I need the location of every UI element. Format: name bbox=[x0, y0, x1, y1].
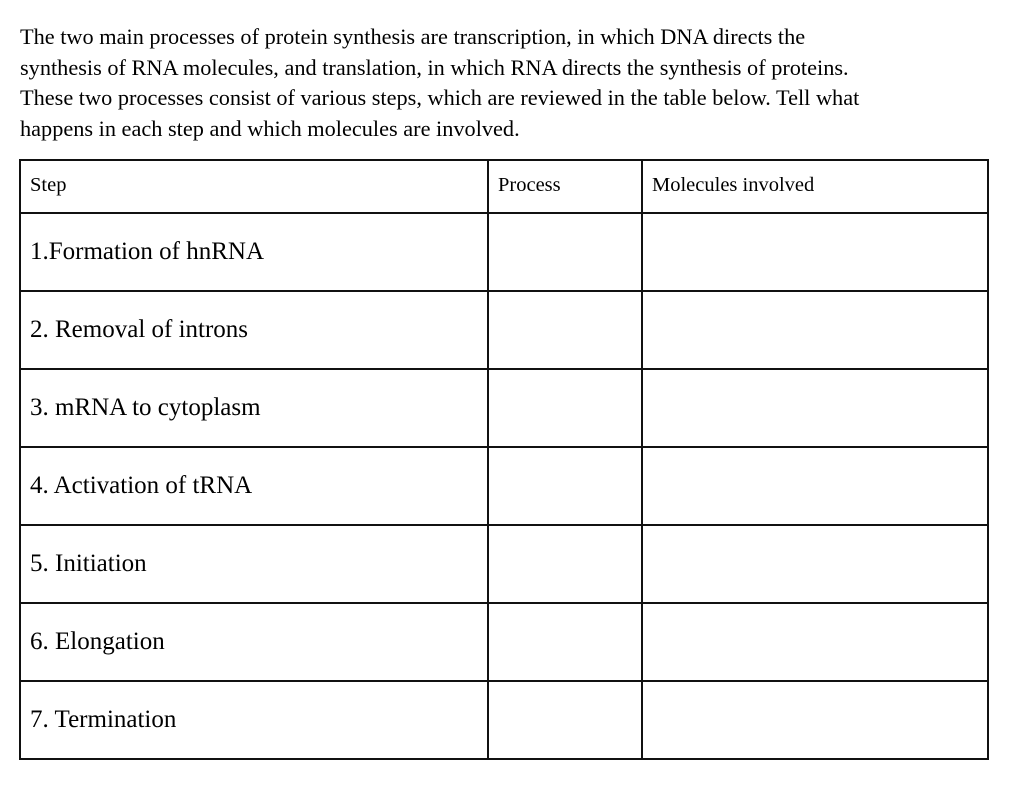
table-row bbox=[20, 213, 988, 291]
table-row bbox=[20, 603, 988, 681]
step-cell: 3. mRNA to cytoplasm bbox=[20, 369, 488, 447]
table-row bbox=[20, 525, 988, 603]
table-row bbox=[20, 681, 988, 759]
step-cell: 4. Activation of tRNA bbox=[20, 447, 488, 525]
process-cell[interactable] bbox=[488, 681, 642, 759]
step-cell: 5. Initiation bbox=[20, 525, 488, 603]
molecules-cell[interactable] bbox=[642, 525, 988, 603]
table-row bbox=[20, 447, 988, 525]
process-cell[interactable] bbox=[488, 291, 642, 369]
molecules-cell[interactable] bbox=[642, 603, 988, 681]
step-cell: 1.Formation of hnRNA bbox=[20, 213, 488, 291]
process-cell[interactable] bbox=[488, 525, 642, 603]
instructions-line: These two processes consist of various steps, which are reviewed in the table below. Tell what bbox=[20, 85, 860, 110]
header-step: Step bbox=[20, 160, 488, 213]
process-cell[interactable] bbox=[488, 603, 642, 681]
process-cell[interactable] bbox=[488, 213, 642, 291]
molecules-cell[interactable] bbox=[642, 447, 988, 525]
step-cell: 6. Elongation bbox=[20, 603, 488, 681]
molecules-cell[interactable] bbox=[642, 681, 988, 759]
molecules-cell[interactable] bbox=[642, 291, 988, 369]
table-row bbox=[20, 291, 988, 369]
molecules-cell[interactable] bbox=[642, 369, 988, 447]
instructions-line: The two main processes of protein synthesis are transcription, in which DNA directs the bbox=[20, 24, 806, 49]
header-molecules-involved: Molecules involved bbox=[642, 160, 988, 213]
table-row bbox=[20, 369, 988, 447]
instructions-line: synthesis of RNA molecules, and translation, in which RNA directs the synthesis of proteins. bbox=[20, 54, 849, 80]
header-process: Process bbox=[488, 160, 642, 213]
step-cell: 7. Termination bbox=[20, 681, 488, 759]
instructions-paragraph bbox=[20, 22, 1010, 144]
process-cell[interactable] bbox=[488, 369, 642, 447]
step-cell: 2. Removal of introns bbox=[20, 291, 488, 369]
instructions-line: happens in each step and which molecules are involved. bbox=[20, 115, 520, 141]
process-cell[interactable] bbox=[488, 447, 642, 525]
table-header-row bbox=[20, 160, 988, 213]
molecules-cell[interactable] bbox=[642, 213, 988, 291]
protein-synthesis-steps-table bbox=[19, 159, 989, 760]
